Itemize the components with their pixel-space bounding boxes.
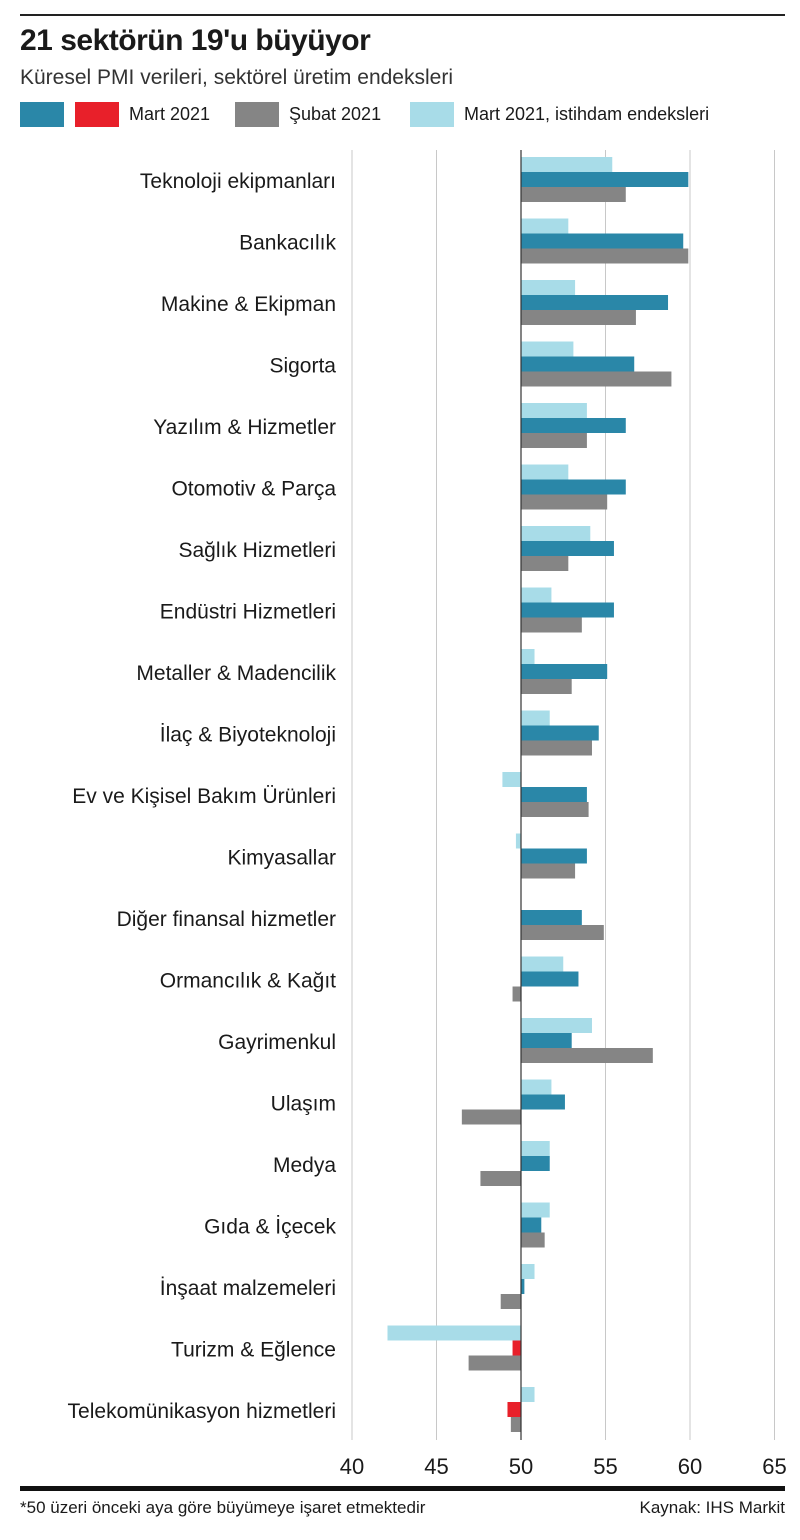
category-label-18: Gıda & İçecek: [204, 1215, 336, 1239]
legend-label-istihdam: Mart 2021, istihdam endeksleri: [464, 103, 710, 124]
bar-subat-cat-16: [462, 1110, 521, 1125]
bottom-rule: [20, 1486, 785, 1491]
bar-mart-cat-10: [521, 726, 599, 741]
bar-mart-cat-16: [521, 1095, 565, 1110]
bar-subat-cat-20: [469, 1356, 521, 1371]
bar-istihdam-cat-3: [521, 280, 575, 295]
x-tick-label-45: 45: [424, 1454, 449, 1479]
category-label-10: İlaç & Biyoteknoloji: [159, 723, 336, 747]
bar-subat-cat-17: [480, 1171, 521, 1186]
bar-istihdam-cat-9: [521, 649, 535, 664]
bar-subat-cat-12: [521, 864, 575, 879]
category-label-11: Ev ve Kişisel Bakım Ürünleri: [72, 785, 336, 808]
bar-mart-cat-11: [521, 787, 587, 802]
category-label-17: Medya: [272, 1154, 336, 1177]
bar-istihdam-cat-14: [521, 957, 563, 972]
bar-mart-cat-17: [521, 1156, 550, 1171]
bar-istihdam-cat-18: [521, 1203, 550, 1218]
legend-label-subat-2021: Şubat 2021: [289, 103, 382, 124]
bar-subat-cat-15: [521, 1048, 653, 1063]
bar-mart-cat-14: [521, 972, 578, 987]
bar-subat-cat-6: [521, 495, 607, 510]
bar-subat-cat-4: [521, 372, 671, 387]
bar-subat-cat-7: [521, 556, 568, 571]
bar-subat-cat-2: [521, 249, 688, 264]
bar-istihdam-cat-10: [521, 711, 550, 726]
category-label-2: Bankacılık: [239, 231, 336, 255]
bar-istihdam-cat-5: [521, 403, 587, 418]
category-label-4: Sigorta: [269, 354, 336, 378]
bar-subat-cat-21: [511, 1417, 521, 1432]
bar-subat-cat-11: [521, 802, 589, 817]
bar-mart-cat-8: [521, 603, 614, 618]
bar-subat-cat-8: [521, 618, 582, 633]
category-label-3: Makine & Ekipman: [160, 293, 336, 316]
bar-mart-cat-12: [521, 849, 587, 864]
bar-subat-cat-5: [521, 433, 587, 448]
bar-mart-cat-6: [521, 480, 626, 495]
bar-subat-cat-19: [501, 1294, 521, 1309]
category-label-14: Ormancılık & Kağıt: [159, 969, 336, 993]
bar-istihdam-cat-7: [521, 526, 590, 541]
category-label-5: Yazılım & Hizmetler: [153, 416, 336, 439]
bar-subat-cat-10: [521, 741, 592, 756]
bar-mart-cat-18: [521, 1218, 541, 1233]
bar-mart-cat-9: [521, 664, 607, 679]
bar-mart-cat-4: [521, 357, 634, 372]
bar-istihdam-cat-6: [521, 465, 568, 480]
x-tick-label-60: 60: [677, 1454, 703, 1479]
bar-istihdam-cat-21: [521, 1387, 535, 1402]
bar-subat-cat-18: [521, 1233, 545, 1248]
chart-subtitle: Küresel PMI verileri, sektörel üretim endeksleri: [20, 66, 453, 89]
category-label-1: Teknoloji ekipmanları: [139, 170, 336, 193]
category-label-15: Gayrimenkul: [218, 1031, 336, 1054]
source-note: Kaynak: IHS Markit: [639, 1498, 785, 1517]
bar-istihdam-cat-1: [521, 157, 612, 172]
category-label-19: İnşaat malzemeleri: [159, 1277, 336, 1300]
bar-istihdam-cat-12: [516, 834, 521, 849]
bar-mart-cat-20: [513, 1341, 521, 1356]
bar-mart-cat-2: [521, 234, 683, 249]
bar-subat-cat-1: [521, 187, 626, 202]
bar-istihdam-cat-2: [521, 219, 568, 234]
bar-subat-cat-3: [521, 310, 636, 325]
bar-mart-cat-1: [521, 172, 688, 187]
bar-istihdam-cat-15: [521, 1018, 592, 1033]
x-tick-label-50: 50: [508, 1454, 534, 1479]
bar-subat-cat-13: [521, 925, 604, 940]
bar-mart-cat-15: [521, 1033, 572, 1048]
bar-mart-cat-7: [521, 541, 614, 556]
bar-mart-cat-13: [521, 910, 582, 925]
x-tick-label-65: 65: [762, 1454, 787, 1479]
category-label-16: Ulaşım: [270, 1092, 336, 1116]
bar-istihdam-cat-19: [521, 1264, 535, 1279]
bar-istihdam-cat-20: [387, 1326, 521, 1341]
bar-mart-cat-21: [507, 1402, 521, 1417]
category-label-12: Kimyasallar: [227, 846, 336, 870]
category-label-13: Diğer finansal hizmetler: [116, 908, 336, 931]
bar-istihdam-cat-11: [502, 772, 521, 787]
bar-mart-cat-3: [521, 295, 668, 310]
bar-subat-cat-14: [513, 987, 521, 1002]
category-label-21: Telekomünikasyon hizmetleri: [67, 1400, 336, 1423]
bar-istihdam-cat-4: [521, 342, 573, 357]
category-label-9: Metaller & Madencilik: [136, 662, 336, 685]
bar-mart-cat-5: [521, 418, 626, 433]
category-label-8: Endüstri Hizmetleri: [159, 600, 336, 624]
category-label-6: Otomotiv & Parça: [171, 477, 336, 501]
category-label-7: Sağlık Hizmetleri: [178, 539, 336, 562]
bar-istihdam-cat-16: [521, 1080, 551, 1095]
footnote: *50 üzeri önceki aya göre büyümeye işaret etmektedir: [20, 1498, 426, 1517]
x-tick-label-55: 55: [593, 1454, 618, 1479]
bar-subat-cat-9: [521, 679, 572, 694]
bar-istihdam-cat-17: [521, 1141, 550, 1156]
bar-istihdam-cat-8: [521, 588, 551, 603]
category-label-20: Turizm & Eğlence: [171, 1338, 336, 1362]
x-tick-label-40: 40: [339, 1454, 365, 1479]
chart-title: 21 sektörün 19'u büyüyor: [20, 24, 371, 57]
legend-label-mart-2021: Mart 2021: [129, 103, 211, 124]
